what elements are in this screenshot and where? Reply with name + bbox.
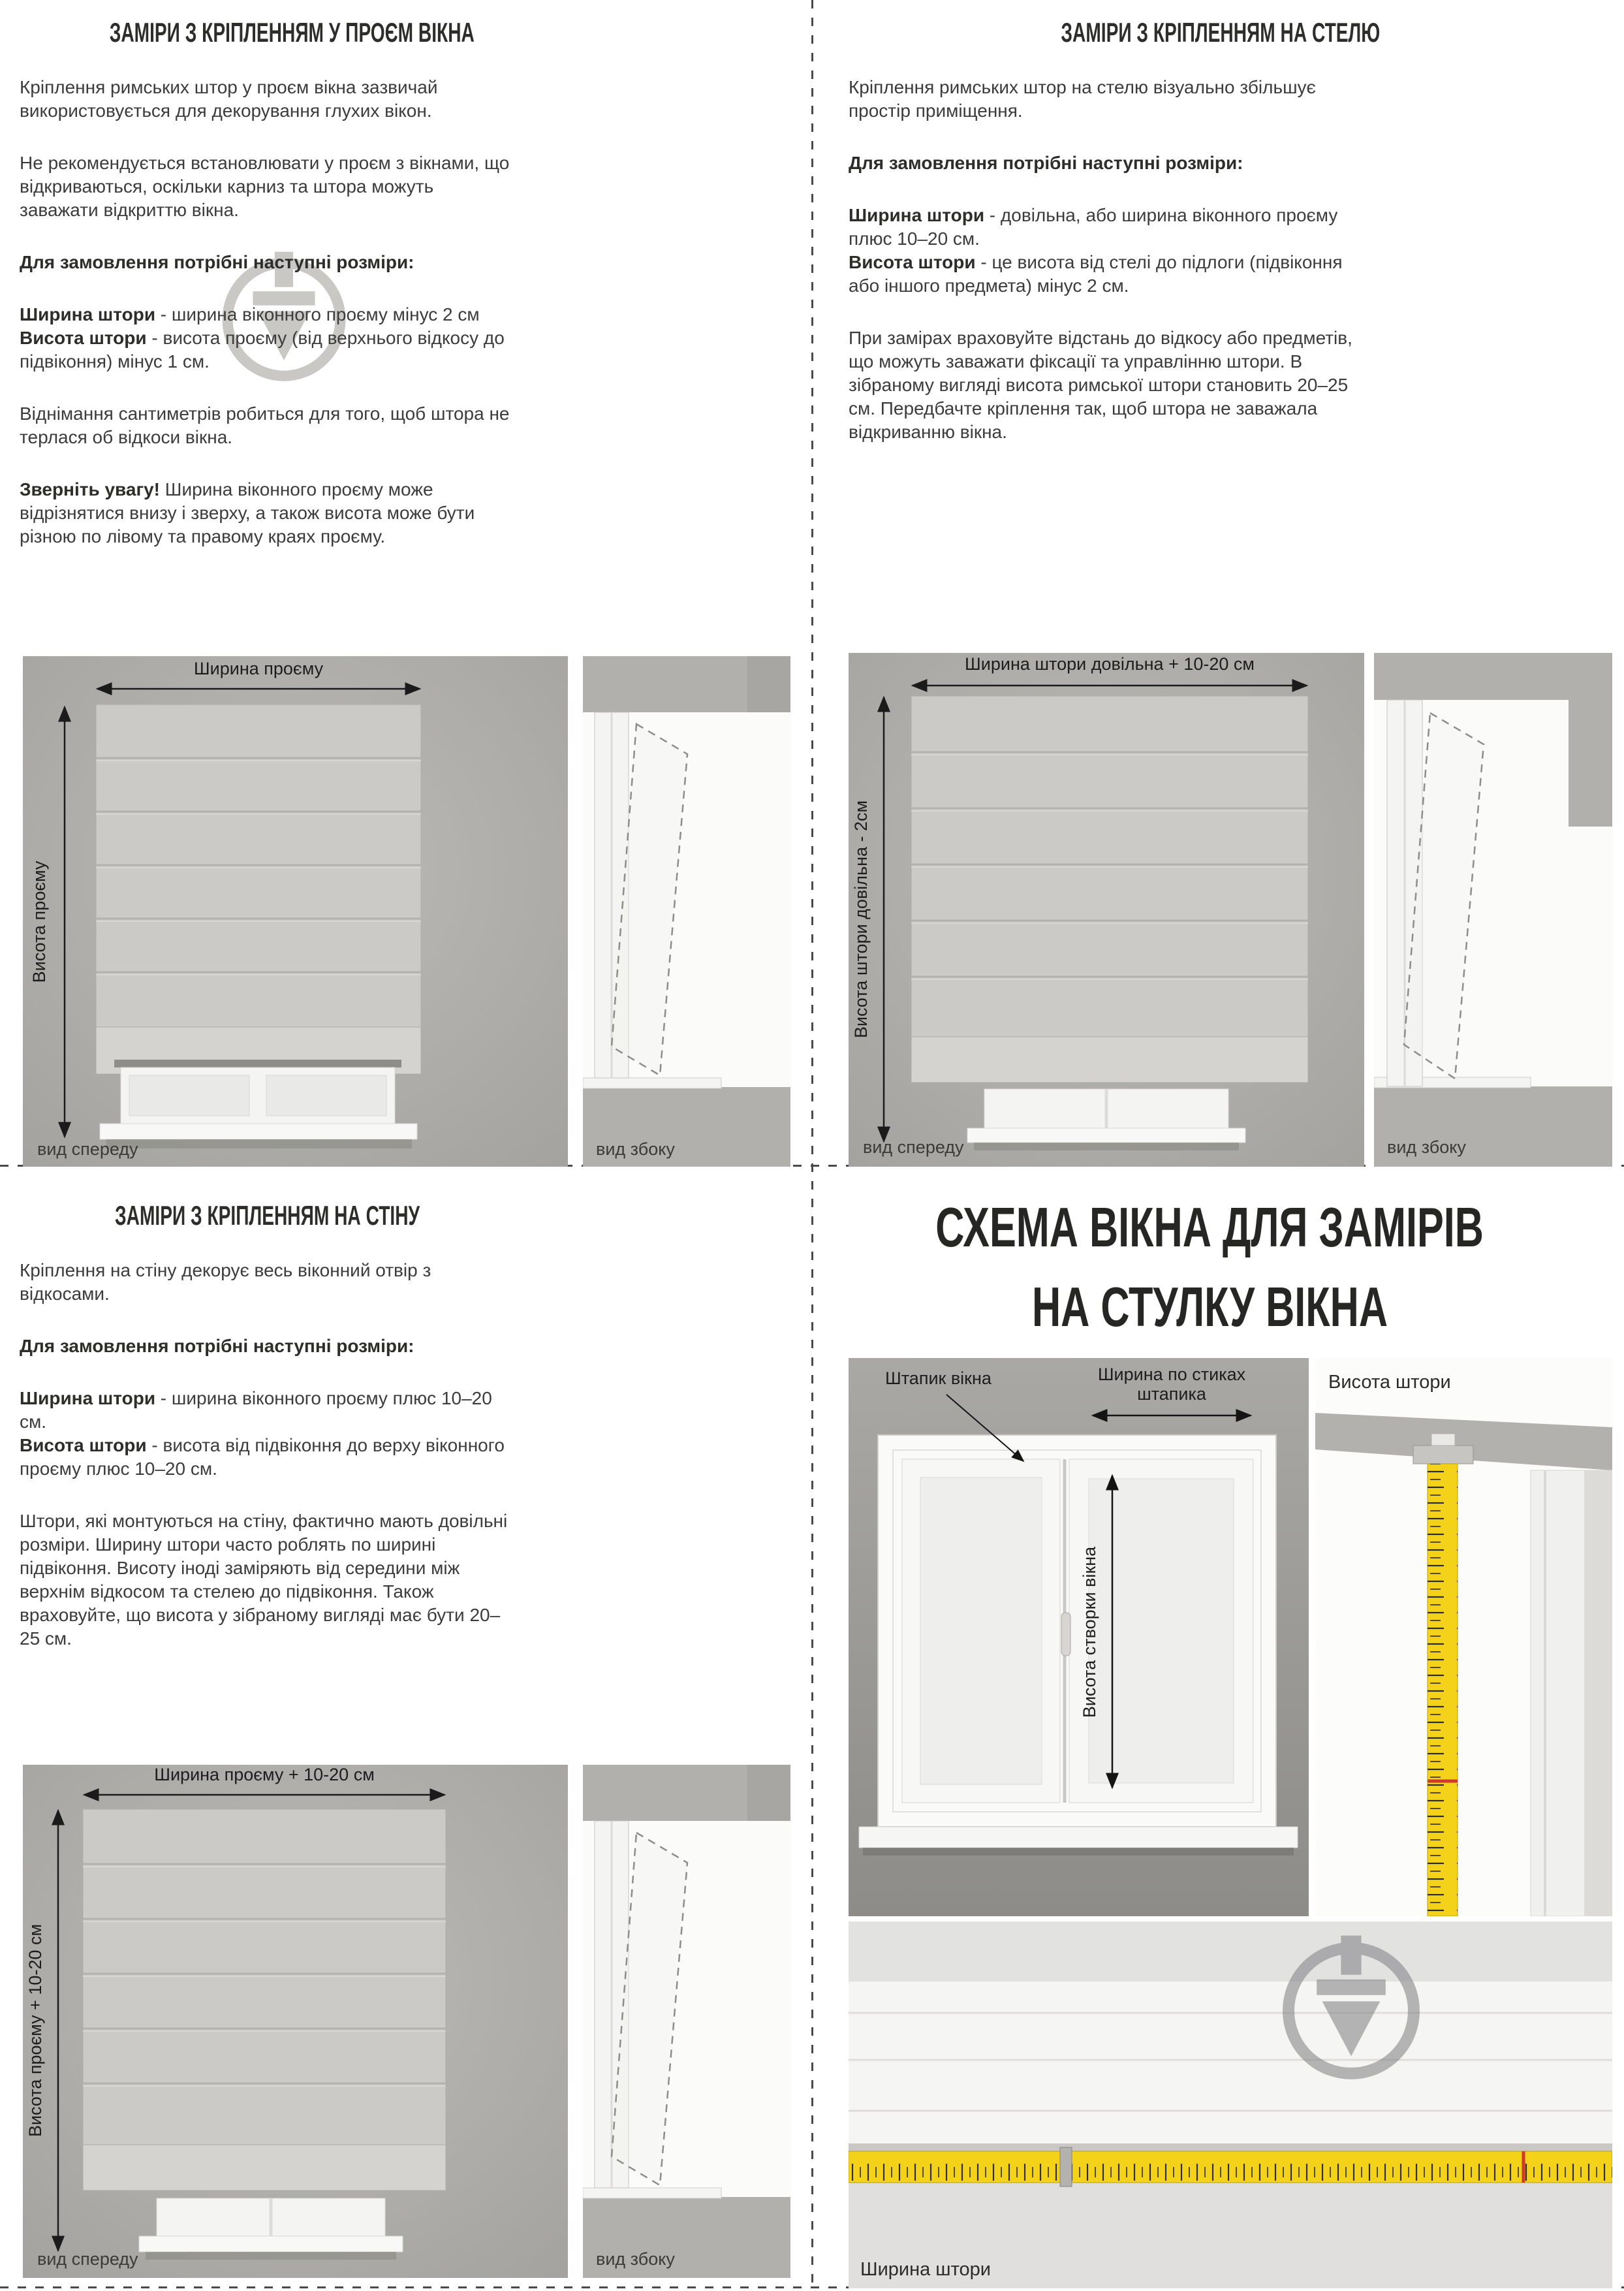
fig-height-label: Висота штори довільна - 2см [851,800,871,1039]
front-view-label: вид спереду [37,1139,138,1159]
fig-width-label: Ширина проєму [193,659,324,678]
figure-side-view-inset [583,656,790,1167]
measuring-tape-horizontal [849,2147,1612,2187]
side-view-label: вид збоку [596,1139,675,1159]
paragraph: Кріплення на стіну декорує весь віконний отвір з відкосами. [20,1260,431,1304]
height-definition: Висота штори - висота проєму (від верхнього відкосу до підвіконня) мінус 1 см. [20,328,505,371]
window-frame [859,1435,1298,1856]
section-sash-scheme [821,1196,1598,1355]
scheme-title-line1: СХЕМА ВІКНА ДЛЯ ЗАМІРІВ [935,1197,1484,1259]
front-view-label: вид спереду [863,1137,964,1157]
window [100,1060,417,1148]
bead-label: Штапик вікна [885,1368,992,1388]
section-title: ЗАМІРИ З КРІПЛЕННЯМ НА СТІНУ [115,1200,420,1231]
figure-front-view-wall [23,1765,568,2278]
paragraph: При замірах враховуйте відстань до відкосу або предметів, що можуть заважати фіксації та управлінню штори. В зібраному вигляді висота римської штори становить 20–25 см. Передбачте кріплення так, щоб штора не заважала відкриванню вікна. [849,328,1352,442]
fig-height-label: Висота проєму [29,861,49,983]
vertical-divider [811,0,813,2291]
height-term: Висота штори [20,328,147,348]
roman-blind [911,696,1308,1082]
window-edge [1531,1470,1612,1916]
figure-front-view-inset [23,656,568,1167]
side-view-label: вид збоку [596,2249,675,2269]
figure-window-scheme [849,1358,1309,1916]
window [967,1089,1245,1150]
fig-width-label: Ширина проєму + 10-20 см [154,1765,375,1784]
width-definition: Ширина штори - ширина віконного проєму мінус 2 см [20,304,480,324]
scheme-title-line2: НА СТУЛКУ ВІКНА [1031,1276,1388,1338]
measuring-tape-vertical [1428,1464,1458,1916]
roman-blind [96,704,421,1074]
window-sill [859,1827,1298,1848]
section-inset-mount [20,17,516,548]
paragraph: Кріплення римських штор на стелю візуально збільшує простір приміщення. [849,77,1316,121]
section-title: ЗАМІРИ З КРІПЛЕННЯМ У ПРОЄМ ВІКНА [109,17,475,48]
window-handle [1061,1613,1070,1656]
window [139,2198,403,2260]
curtain-height-label: Висота штори [1328,1372,1451,1393]
width-definition: Ширина штори - довільна, або ширина віконного проєму плюс 10–20 см. [849,205,1338,249]
bead-width-label-line2: штапика [1137,1384,1206,1404]
fig-height-label: Висота проєму + 10-20 см [25,1923,45,2138]
section-title: ЗАМІРИ З КРІПЛЕННЯМ НА СТЕЛЮ [1061,17,1381,48]
order-heading: Для замовлення потрібні наступні розміри: [20,1336,414,1356]
height-definition: Висота штори - це висота від стелі до підлоги (підвіконня або іншого предмета) мінус 2 см. [849,252,1343,296]
window-bottom [849,1921,1612,2288]
note-term: Зверніть увагу! [20,479,161,499]
sash-height-label: Висота створки вікна [1080,1546,1099,1718]
fig-width-label: Ширина штори довільна + 10-20 см [965,654,1255,674]
section-ceiling-mount [849,17,1593,473]
width-term: Ширина штори [849,205,985,225]
figure-front-view-ceiling [849,653,1364,1167]
bead-width-label-line1: Ширина по стиках [1097,1365,1246,1384]
height-term: Висота штори [20,1435,147,1455]
paragraph: Не рекомендується встановлювати у проєм з вікнами, що відкриваються, оскільки карниз та штора можуть заважати відкриттю вікна. [20,153,510,220]
paragraph: Штори, які монтуються на стіну, фактично мають довільні розміри. Ширину штори часто роблять по ширині підвіконня. Висоту іноді заміряють від середини між верхнім відкосом та стелею до підвіконня. Також враховуйте, що висота у зібраному вигляді має бути 20–25 см. [20,1511,508,1649]
height-definition: Висота штори - висота від підвіконня до верху віконного проєму плюс 10–20 см. [20,1435,505,1479]
figure-curtain-height [1315,1358,1612,1916]
brand-watermark-icon [1273,1929,1429,2086]
figure-curtain-width [849,1921,1612,2288]
curtain-width-label: Ширина штори [860,2259,991,2280]
order-heading: Для замовлення потрібні наступні розміри: [849,153,1243,173]
paragraph: Кріплення римських штор у проєм вікна зазвичай використовується для декорування глухих вікон. [20,77,438,121]
order-heading: Для замовлення потрібні наступні розміри: [20,252,414,272]
section-wall-mount [20,1200,516,1679]
figure-side-view-wall [583,1765,790,2278]
side-view-label: вид збоку [1387,1137,1466,1157]
roman-blind [83,1809,446,2190]
figure-side-view-ceiling [1374,653,1612,1167]
width-term: Ширина штори [20,1388,156,1408]
width-term: Ширина штори [20,304,156,324]
front-view-label: вид спереду [37,2249,138,2269]
height-term: Висота штори [849,252,976,272]
note-paragraph: Зверніть увагу! Ширина віконного проєму може відрізнятися внизу і зверху, а також висота може бути різною по лівому та правому краях проєму. [20,479,475,546]
paragraph: Віднімання сантиметрів робиться для того, щоб штора не терлася об відкоси вікна. [20,403,510,447]
width-definition: Ширина штори - ширина віконного проєму плюс 10–20 см. [20,1388,492,1432]
